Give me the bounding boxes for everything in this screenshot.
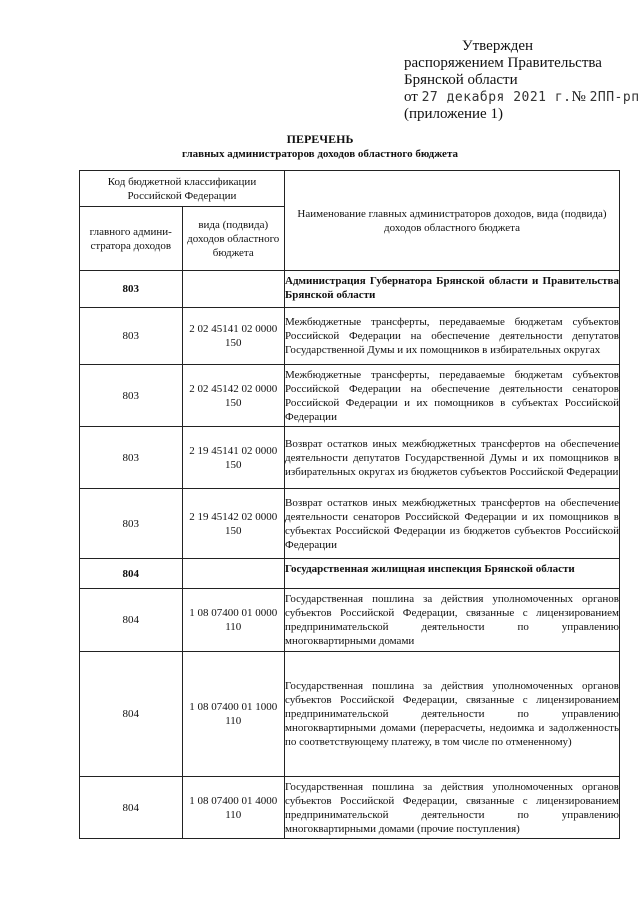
table-row <box>80 777 620 839</box>
table-row <box>80 271 620 308</box>
cell-income-code: 1 08 07400 01 0000 110 <box>182 589 285 652</box>
cell-name: Государственная пошлина за действия уполномоченных органов субъектов Российской Федерации, связанные с лицензированием предпринимательской деятельности по управлению многоквартирными домами <box>285 589 620 652</box>
header-admin-column: главного админи-стратора доходов <box>80 207 183 271</box>
header-code-group: Код бюджетной классификации Российской Федерации <box>80 171 285 207</box>
approval-number-value: 2ПП-рп <box>589 90 640 105</box>
cell-name: Государственная жилищная инспекция Брянской области <box>285 559 620 589</box>
cell-name: Администрация Губернатора Брянской области и Правительства Брянской области <box>285 271 620 308</box>
cell-admin-code: 804 <box>80 559 183 589</box>
cell-admin-code: 804 <box>80 589 183 652</box>
cell-income-code: 2 19 45142 02 0000 150 <box>182 489 285 559</box>
table-row <box>80 589 620 652</box>
cell-income-code: 2 02 45142 02 0000 150 <box>182 365 285 427</box>
table-row <box>80 308 620 365</box>
table-row <box>80 427 620 489</box>
header-name-text: Наименование главных администраторов доходов, вида (подвида) доходов областного бюджета <box>297 207 607 234</box>
approval-date-value: 27 декабря 2021 г. <box>421 90 572 105</box>
approval-line-approved: Утвержден <box>462 38 534 54</box>
table-row <box>80 489 620 559</box>
cell-name: Государственная пошлина за действия уполномоченных органов субъектов Российской Федерации, связанные с лицензированием предпринимательской деятельности по управлению многоквартирными домами (перерасчеты, недоимка и задолженность по соответствующему платежу, в том числе по отмененному) <box>285 652 620 777</box>
cell-admin-code: 803 <box>80 427 183 489</box>
cell-income-code: 1 08 07400 01 4000 110 <box>182 777 285 839</box>
cell-admin-code: 804 <box>80 777 183 839</box>
table-row <box>80 365 620 427</box>
table-header-row <box>80 171 620 207</box>
cell-name: Возврат остатков иных межбюджетных трансфертов на обеспечение деятельности сенаторов Российской Федерации и их помощников в субъектах Российской Федерации из бюджетов субъектов Российской Федерации <box>285 489 620 559</box>
approval-number-sign: № <box>571 89 586 105</box>
cell-name: Возврат остатков иных межбюджетных трансфертов на обеспечение деятельности депутатов Государственной Думы и их помощников в избирательных округах из бюджетов субъектов Российской Федерации <box>285 427 620 489</box>
approval-line-decree: распоряжением Правительства <box>404 55 602 71</box>
cell-admin-code: 803 <box>80 271 183 308</box>
cell-admin-code: 803 <box>80 365 183 427</box>
cell-name: Межбюджетные трансферты, передаваемые бюджетам субъектов Российской Федерации на обеспечение деятельности сенаторов Российской Федерации и их помощников в субъектах Российской Федерации <box>285 365 620 427</box>
cell-name: Межбюджетные трансферты, передаваемые бюджетам субъектов Российской Федерации на обеспечение деятельности депутатов Государственной Думы и их помощников в избирательных округах <box>285 308 620 365</box>
cell-income-code <box>182 559 285 589</box>
table-row <box>80 559 620 589</box>
approval-date-prefix: от <box>404 89 418 105</box>
cell-admin-code: 803 <box>80 489 183 559</box>
cell-income-code: 1 08 07400 01 1000 110 <box>182 652 285 777</box>
approval-line-date <box>404 89 640 106</box>
approval-line-region: Брянской области <box>404 72 518 88</box>
administrators-table <box>79 170 620 839</box>
cell-name: Государственная пошлина за действия уполномоченных органов субъектов Российской Федерации, связанные с лицензированием предпринимательской деятельности по управлению многоквартирными домами (прочие поступления) <box>285 777 620 839</box>
document-subtitle: главных администраторов доходов областного бюджета <box>182 148 458 160</box>
approval-line-appendix: (приложение 1) <box>404 106 503 122</box>
cell-income-code: 2 02 45141 02 0000 150 <box>182 308 285 365</box>
table-row <box>80 652 620 777</box>
header-kind-column: вида (подвида) доходов областного бюджета <box>182 207 285 271</box>
header-name-column <box>285 171 620 271</box>
cell-admin-code: 804 <box>80 652 183 777</box>
approval-block <box>404 38 640 123</box>
document-title: ПЕРЕЧЕНЬ <box>286 132 354 146</box>
cell-income-code <box>182 271 285 308</box>
cell-income-code: 2 19 45141 02 0000 150 <box>182 427 285 489</box>
cell-admin-code: 803 <box>80 308 183 365</box>
table-body <box>80 271 620 839</box>
